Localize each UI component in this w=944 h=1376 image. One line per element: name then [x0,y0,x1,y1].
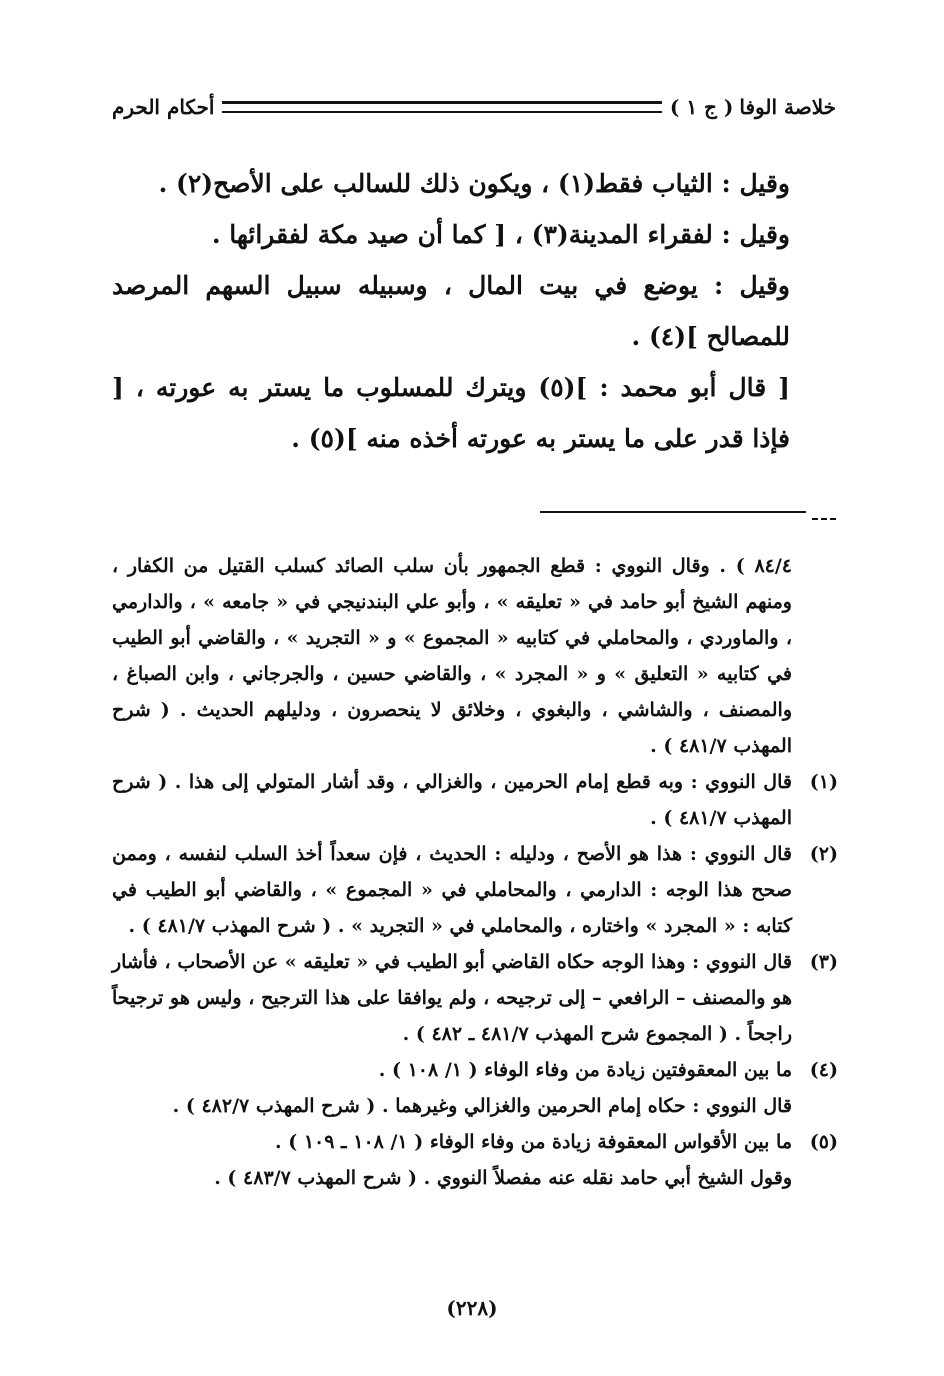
footnote-item [112,944,838,1052]
running-header [112,90,836,124]
footnote-item [112,1124,838,1160]
footnote-number: (٥) [809,1131,838,1153]
main-paragraph-2: وقيل : لفقراء المدينة(٣) ، [ كما أن صيد مكة لفقرائها . [211,220,790,249]
footnote-separator [540,511,806,513]
footnote-item [112,764,838,836]
footnote-number: (٣) [809,951,838,973]
main-paragraph-3: وقيل : يوضع في بيت المال ، وسبيله سبيل السهم المرصد للمصالح ](٤) . [112,271,790,351]
footnote-text: قال النووي : وهذا الوجه حكاه القاضي أبو الطيب في « تعليقه » عن الأصحاب ، فأشار هو والمصنف – الرافعي – إلى ترجيحه ، ولم يوافقا على هذا الترجيح ، وليس هو ترجيحاً راجحاً . ( المجموع شرح المهذب ٤٨١/٧ ـ ٤٨٢ ) . [112,951,792,1045]
page-number: (٢٢٨) [446,1296,498,1320]
footnote-text: ما بين الأقواس المعقوفة زيادة من وفاء الوفاء ( ١/ ١٠٨ ـ ١٠٩ ) . [274,1131,792,1153]
footnote-text: قال النووي : هذا هو الأصح ، ودليله : الحديث ، فإن سعداً أخذ السلب لنفسه ، وممن صحح هذا الوجه : الدارمي ، والمحاملي في « المجموع » ، والقاضي أبو الطيب في كتابه : « المجرد » واختاره ، والمحاملي في « التجريد » . ( شرح المهذب ٤٨١/٧ ) . [112,843,792,937]
footnote-text: قال النووي : وبه قطع إمام الحرمين ، والغزالي ، وقد أشار المتولي إلى هذا . ( شرح المهذب ٤٨١/٧ ) . [112,771,792,829]
footnotes [112,548,838,1196]
footnote-continuation-mark [812,518,836,520]
footnote-number: (٤) [809,1059,838,1081]
book-title: خلاصة الوفا [739,95,836,119]
main-paragraph-4: [ قال أبو محمد : ](٥) ويترك للمسلوب ما يستر به عورته ، [ فإذا قدر على ما يستر به عورته أخذه منه ](٥) . [112,373,790,453]
footnote-number: (٢) [809,843,838,865]
main-text [112,158,790,464]
main-paragraph-1: وقيل : الثياب فقط(١) ، ويكون ذلك للسالب على الأصح(٢) . [158,169,790,198]
footnote-item [112,1052,838,1088]
section-title: أحكام الحرم [112,95,215,119]
footnote-number: (١) [809,771,838,793]
volume-label: ( ج ١ ) [669,95,734,119]
footnote-item [112,836,838,944]
footnote-text: ما بين المعقوفتين زيادة من وفاء الوفاء ( ١/ ١٠٨ ) . [378,1059,792,1081]
footnote-continuation: ٨٤/٤ ) . وقال النووي : قطع الجمهور بأن سلب الصائد كسلب القتيل من الكفار ، ومنهم الشيخ أبو حامد في « تعليقه » ، وأبو علي البندنيجي في « جامعه » ، والدارمي ، والماوردي ، والمحاملي في كتابيه « المجموع » و « التجريد » ، والقاضي أبو الطيب في كتابيه « التعليق » و « المجرد » ، والقاضي حسين ، والجرجاني ، وابن الصباغ ، والمصنف ، والشاشي ، والبغوي ، وخلائق لا ينحصرون ، ودليلهم الحديث . ( شرح المهذب ٤٨١/٧ ) . [112,555,792,757]
header-double-rule [222,101,662,113]
footnote-text-extra: وقول الشيخ أبي حامد نقله عنه مفصلاً النووي . ( شرح المهذب ٤٨٣/٧ ) . [214,1167,792,1189]
footnote-text-extra: قال النووي : حكاه إمام الحرمين والغزالي وغيرهما . ( شرح المهذب ٤٨٢/٧ ) . [172,1095,792,1117]
